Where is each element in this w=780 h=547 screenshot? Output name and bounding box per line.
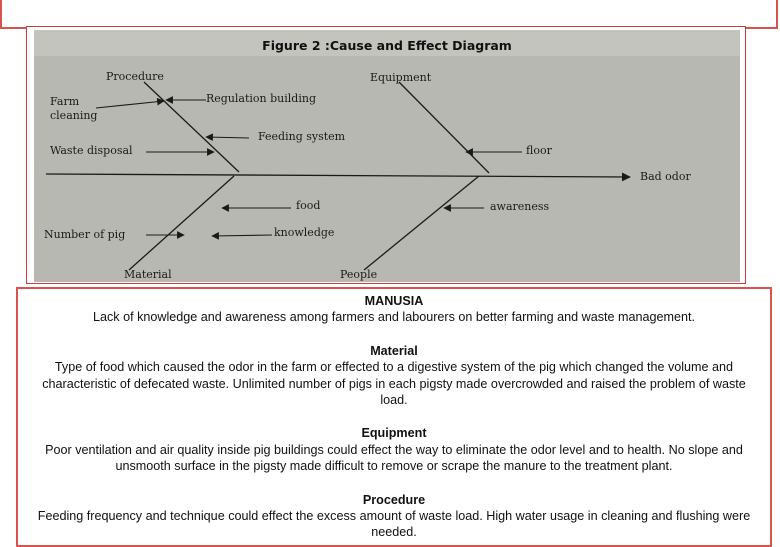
- label-regulation-building: Regulation building: [206, 92, 316, 105]
- label-waste-disposal: Waste disposal: [50, 144, 133, 157]
- label-awareness: awareness: [490, 200, 550, 213]
- section-heading: MANUSIA: [364, 294, 424, 308]
- cause-effect-diagram: [34, 30, 740, 282]
- label-people: People: [340, 268, 378, 281]
- material-rib: [129, 176, 234, 270]
- diagram-lines: [34, 30, 740, 282]
- label-bad-odor: Bad odor: [640, 170, 691, 183]
- section-heading: Material: [370, 343, 418, 358]
- spine-arrow: [46, 174, 630, 177]
- figure-frame: [26, 26, 746, 284]
- label-farm: Farm: [50, 95, 80, 108]
- section-material: [28, 343, 760, 409]
- label-food: food: [296, 199, 321, 212]
- section-body: Type of food which caused the odor in the farm or effected to a digestive system of the pig which changed the volume and characteristic of defecated waste. Unlimited number of pigs in each pigsty made overcrowded and raised the problem of waste load.: [42, 360, 746, 408]
- label-material: Material: [124, 268, 172, 281]
- section-equipment: [28, 425, 760, 474]
- label-equipment: Equipment: [370, 71, 432, 84]
- label-feeding-system: Feeding system: [258, 130, 346, 143]
- section-procedure: [28, 492, 760, 541]
- label-knowledge: knowledge: [274, 226, 335, 239]
- top-header-bar: [0, 0, 778, 29]
- farm-cleaning-arrow: [96, 101, 164, 108]
- people-rib: [364, 176, 479, 270]
- diagram-title: Figure 2 :Cause and Effect Diagram: [262, 38, 512, 53]
- equipment-rib: [399, 82, 489, 173]
- label-procedure: Procedure: [106, 70, 164, 83]
- section-manusia: [28, 293, 760, 326]
- section-body: Feeding frequency and technique could effect the excess amount of waste load. High water usage in cleaning and flushing were needed.: [37, 509, 751, 540]
- section-body: Lack of knowledge and awareness among farmers and labourers on better farming and waste management.: [92, 310, 696, 325]
- explanation-box: [16, 287, 772, 547]
- feeding-system-arrow: [206, 137, 249, 138]
- knowledge-arrow: [212, 235, 272, 236]
- label-cleaning: cleaning: [50, 109, 98, 122]
- label-floor: floor: [526, 144, 552, 157]
- label-number-of-pig: Number of pig: [44, 228, 126, 241]
- section-heading: Procedure: [362, 492, 426, 507]
- section-heading: Equipment: [361, 426, 427, 441]
- section-body: Poor ventilation and air quality inside pig buildings could effect the way to eliminate the odor level and to health. No slope and unsmooth surface in the pigsty made difficult to remove or scrape the manure to the treatment plant.: [45, 442, 743, 474]
